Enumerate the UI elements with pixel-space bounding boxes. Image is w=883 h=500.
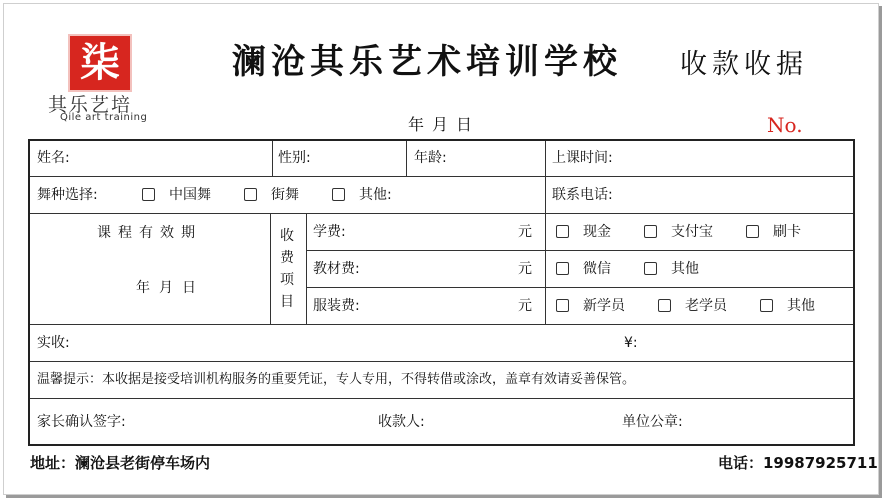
validity-label: 课程有效期 [97, 225, 202, 241]
dance-option-street[interactable]: 街舞 [244, 186, 299, 204]
material-fee-label: 教材费: [313, 261, 360, 277]
footer-phone: 电话：19987925711 [718, 454, 878, 472]
gender-field-label: 性别: [278, 150, 311, 166]
checkbox-icon[interactable] [658, 299, 671, 312]
fee-items-char-1: 收 [280, 228, 294, 244]
costume-fee-unit: 元 [518, 298, 532, 314]
material-fee-unit: 元 [518, 261, 532, 277]
official-seal-label: 单位公章: [622, 414, 683, 430]
validity-date: 年月日 [136, 280, 205, 296]
age-field-label: 年龄: [414, 150, 447, 166]
payee-label: 收款人: [378, 414, 425, 430]
notice-text: 温馨提示：本收据是接受培训机构服务的重要凭证，专人专用，不得转借或涂改，盖章有效请妥善保管。 [37, 372, 636, 387]
fee-items-char-3: 项 [280, 272, 294, 288]
payment-option-wechat[interactable]: 微信 [556, 260, 611, 278]
costume-fee-label: 服装费: [313, 298, 360, 314]
checkbox-icon[interactable] [556, 262, 569, 275]
received-label: 实收: [37, 335, 70, 351]
receipt-form-table [28, 139, 855, 446]
school-title: 澜沧其乐艺术培训学校 [232, 42, 622, 82]
receipt-subtitle: 收款收据 [680, 49, 808, 80]
payment-option-card[interactable]: 刷卡 [746, 223, 801, 241]
received-currency: ¥: [624, 335, 638, 351]
student-option-other[interactable]: 其他 [760, 297, 815, 315]
parent-signature-label: 家长确认签字: [37, 414, 126, 430]
checkbox-icon[interactable] [760, 299, 773, 312]
payment-option-other[interactable]: 其他 [644, 260, 699, 278]
checkbox-icon[interactable] [332, 188, 345, 201]
fee-items-char-4: 目 [280, 294, 294, 310]
checkbox-icon[interactable] [556, 299, 569, 312]
student-option-new[interactable]: 新学员 [556, 297, 625, 315]
logo-glyph: 柒 [80, 39, 120, 86]
dance-type-label: 舞种选择: [37, 187, 98, 203]
receipt-number-label: No. [767, 113, 803, 137]
checkbox-icon[interactable] [244, 188, 257, 201]
checkbox-icon[interactable] [556, 225, 569, 238]
checkbox-icon[interactable] [142, 188, 155, 201]
logo-name-cn: 其乐艺培 [48, 94, 133, 116]
dance-option-chinese[interactable]: 中国舞 [142, 186, 211, 204]
name-field-label: 姓名: [37, 150, 70, 166]
logo-mark [68, 34, 132, 92]
checkbox-icon[interactable] [644, 262, 657, 275]
student-option-returning[interactable]: 老学员 [658, 297, 727, 315]
logo-name-en: Qile art training [60, 112, 148, 123]
tuition-fee-unit: 元 [518, 224, 532, 240]
payment-option-alipay[interactable]: 支付宝 [644, 223, 713, 241]
checkbox-icon[interactable] [746, 225, 759, 238]
phone-field-label: 联系电话: [552, 187, 613, 203]
checkbox-icon[interactable] [644, 225, 657, 238]
dance-option-other[interactable]: 其他: [332, 186, 392, 204]
tuition-fee-label: 学费: [313, 224, 346, 240]
receipt-date: 年月日 [408, 115, 481, 134]
payment-option-cash[interactable]: 现金 [556, 223, 611, 241]
fee-items-char-2: 费 [280, 250, 294, 266]
class-time-field-label: 上课时间: [552, 150, 613, 166]
footer-address: 地址：澜沧县老街停车场内 [30, 454, 211, 472]
